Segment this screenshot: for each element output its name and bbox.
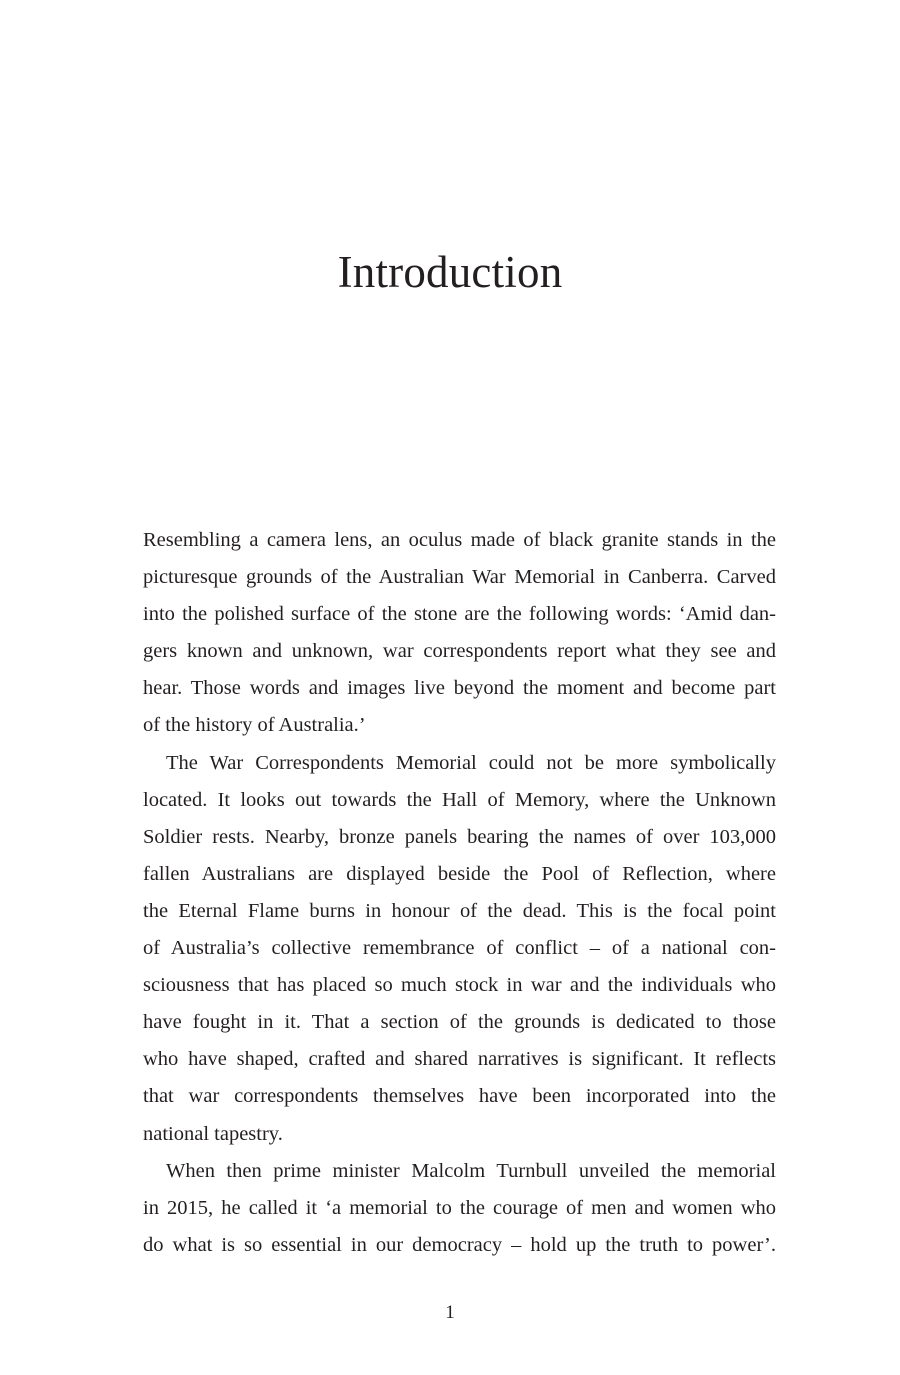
- paragraph-1-line-5: hear. Those words and images live beyond the moment and become part: [143, 677, 776, 700]
- paragraph-2-line-7: sciousness that has placed so much stock in war and the individuals who: [143, 974, 776, 997]
- paragraph-2-line-1: The War Correspondents Memorial could not be more symbolically: [166, 751, 776, 774]
- paragraph-2-line-6: of Australia’s collective remembrance of conflict – of a national con-: [143, 937, 776, 960]
- paragraph-2-line-11: national tapestry.: [143, 1122, 283, 1145]
- paragraph-2-line-3: Soldier rests. Nearby, bronze panels bearing the names of over 103,000: [143, 825, 776, 848]
- paragraph-3-line-3: do what is so essential in our democracy – hold up the truth to power’.: [143, 1233, 776, 1256]
- paragraph-1-line-1: Resembling a camera lens, an oculus made of black granite stands in the: [143, 529, 776, 551]
- paragraph-1-line-3: into the polished surface of the stone are the following words: ‘Amid dan-: [143, 603, 776, 626]
- paragraph-1-line-4: gers known and unknown, war correspondents report what they see and: [143, 640, 776, 663]
- paragraph-2-line-10: that war correspondents themselves have been incorporated into the: [143, 1085, 776, 1108]
- body-text: [143, 522, 776, 1264]
- paragraph-2-line-8: have fought in it. That a section of the grounds is dedicated to those: [143, 1011, 776, 1034]
- paragraph-2-line-5: the Eternal Flame burns in honour of the dead. This is the focal point: [143, 899, 776, 922]
- paragraph-2-line-2: located. It looks out towards the Hall of Memory, where the Unknown: [143, 788, 776, 811]
- paragraph-1-line-6: of the history of Australia.’: [143, 714, 366, 737]
- paragraph-3-line-2: in 2015, he called it ‘a memorial to the courage of men and women who: [143, 1196, 776, 1219]
- paragraph-3-line-1: When then prime minister Malcolm Turnbull unveiled the memorial: [166, 1159, 776, 1182]
- paragraph-2-line-9: who have shaped, crafted and shared narratives is significant. It reflects: [143, 1048, 776, 1071]
- paragraph-2-line-4: fallen Australians are displayed beside the Pool of Reflection, where: [143, 862, 776, 885]
- page-number: 1: [445, 1302, 455, 1323]
- chapter-title: Introduction: [337, 247, 563, 297]
- paragraph-1-line-2: picturesque grounds of the Australian War Memorial in Canberra. Carved: [143, 566, 776, 589]
